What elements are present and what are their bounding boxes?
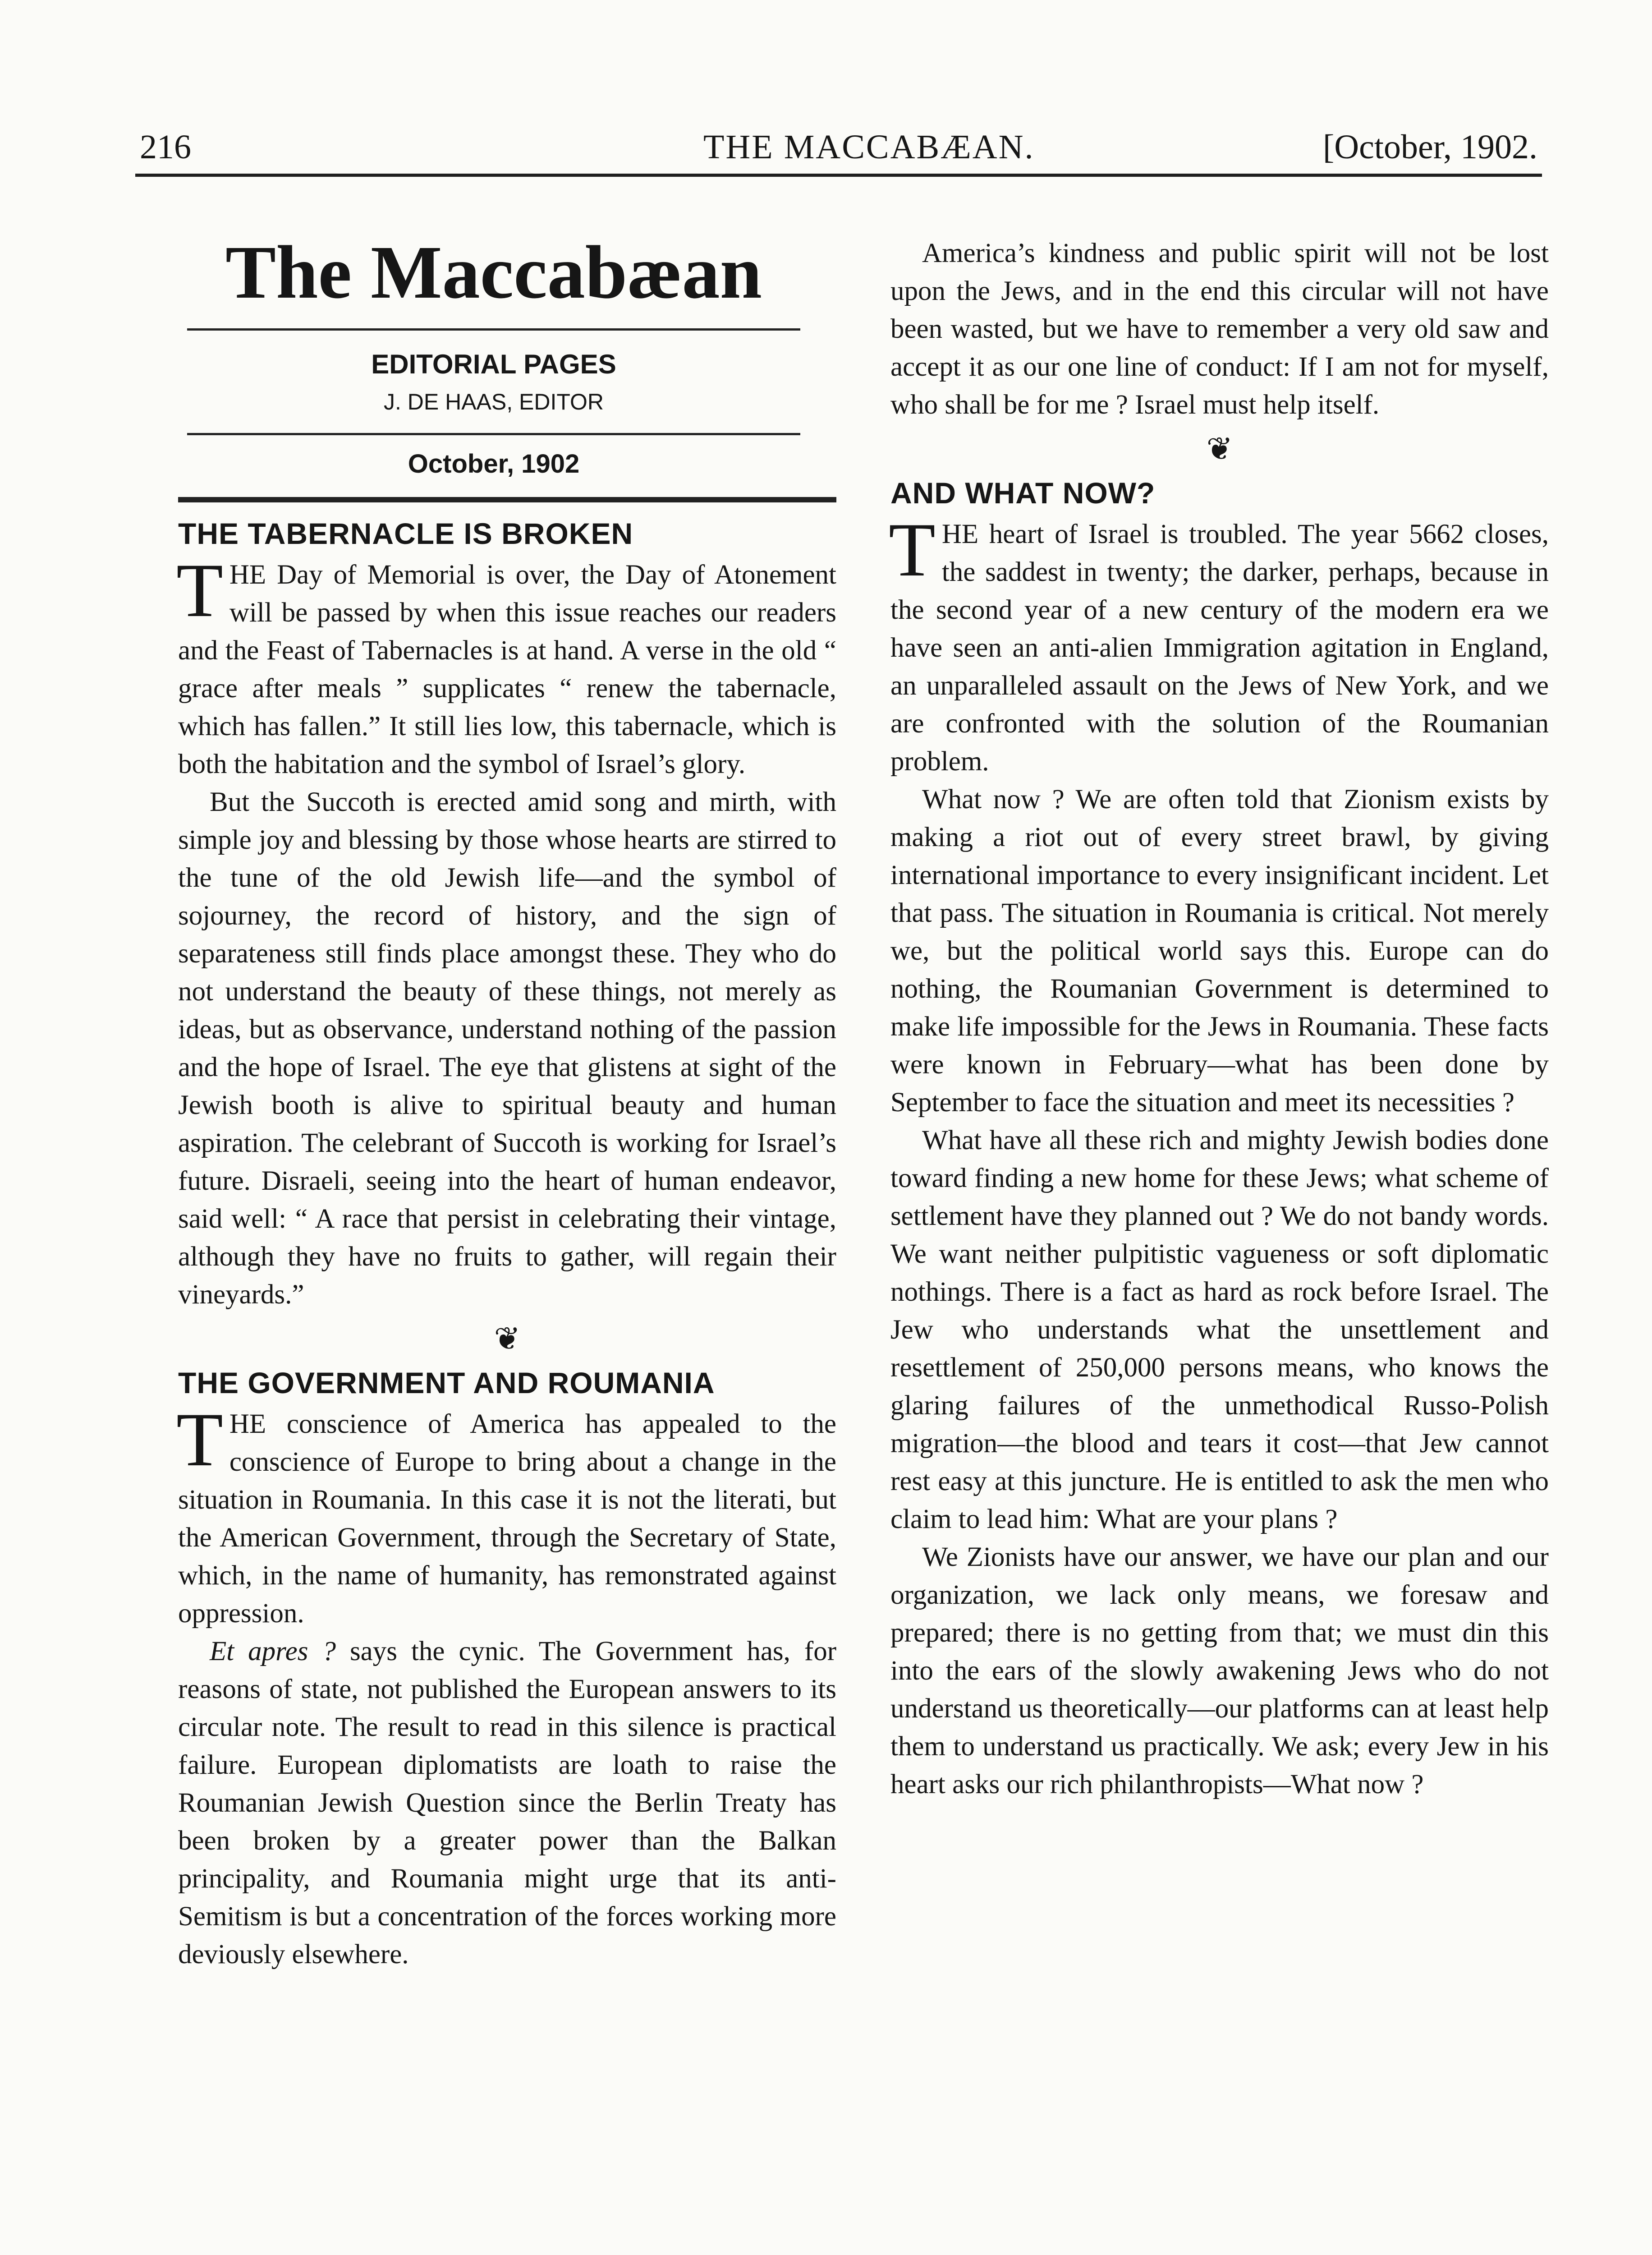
italic-lead: Et apres ? xyxy=(210,1636,336,1667)
article-paragraph: We Zionists have our answer, we have our plan and our organization, we lack only means, we foresaw and prepared; there is no getting from that; we must din this into the ears of the slowly awakening Jews who do not understand us theoretically—our platforms can at least help them to understand us practically. We ask; every Jew in his heart asks our rich philanthropists—What now ? xyxy=(890,1542,1549,1800)
fleuron-ornament: ❦ xyxy=(494,1322,521,1357)
article-paragraph: What now ? We are often told that Zionism exists by making a riot out of every street brawl, by giving international importance to every insignificant incident. Let that pass. The situation in Roumania is critical. Not merely we, but the political world says this. Europe can do nothing, the Roumanian Government is determined to make life impossible for the Jews in Roumania. These facts were known in February—what has been done by September to face the situation and meet its necessities ? xyxy=(890,784,1549,1118)
article-heading: THE GOVERNMENT AND ROUMANIA xyxy=(178,1366,715,1400)
fleuron-ornament: ❦ xyxy=(1206,432,1233,467)
drop-cap: T xyxy=(176,548,223,633)
article-paragraph: What have all these rich and mighty Jewish bodies done toward finding a new home for these Jews; what scheme of settlement have they planned out ? We do not bandy words. We want neither pulpitistic vagueness or soft diplomatic nothings. There is a fact as hard as rock before Israel. The Jew who understands what the unsettlement and resettlement of 250,000 persons means, who knows the glaring failures of the unmethodical Russo-Polish migration—the blood and tears it cost—that Jew cannot rest easy at this juncture. He is entitled to ask the men who claim to lead him: What are your plans ? xyxy=(890,1125,1549,1535)
article-roumania xyxy=(178,1365,836,1974)
right-column xyxy=(890,235,1549,1804)
masthead-subtitle: EDITORIAL PAGES xyxy=(371,349,616,379)
masthead-date: October, 1902 xyxy=(408,449,580,479)
article-heading: AND WHAT NOW? xyxy=(890,476,1156,510)
article-paragraph: THE heart of Israel is troubled. The year 5662 closes, the saddest in twenty; the darker, perhaps, because in the second year of a new century of the modern era we have seen an anti-alien Immigration agitation in England, an unparalleled assault on the Jews of New York, and we are confronted with the solution of the Roumanian problem. xyxy=(889,507,1549,777)
drop-cap: T xyxy=(889,507,936,593)
page-number: 216 xyxy=(140,128,191,166)
masthead-rule xyxy=(178,497,836,502)
left-column xyxy=(176,230,837,1974)
masthead xyxy=(187,230,800,497)
masthead-editor: J. DE HAAS, EDITOR xyxy=(187,389,800,435)
article-tabernacle xyxy=(178,516,836,1314)
article-heading: THE TABERNACLE IS BROKEN xyxy=(178,517,633,550)
article-paragraph: THE Day of Memorial is over, the Day of Atonement will be passed by when this issue reaches our readers and the Feast of Tabernacles is at hand. A verse in the old “ grace after meals ” supplicates “ renew the tabernacle, which has fallen.” It still lies low, this tabernacle, which is both the habitation and the symbol of Israel’s glory. xyxy=(176,548,836,780)
running-head xyxy=(135,120,1542,177)
article-paragraph: But the Succoth is erected amid song and mirth, with simple joy and blessing by those whose hearts are stirred to the tune of the old Jewish life—and the symbol of sojourney, the record of history, and the sign of separateness still finds place amongst these. They who do not understand the beauty of these things, not merely as ideas, but as observance, understand nothing of the passion and the hope of Israel. The eye that glistens at sight of the Jewish booth is alive to spiritual beauty and human aspiration. The celebrant of Succoth is working for Israel’s future. Disraeli, seeing into the heart of human endeavor, said well: “ A race that persist in celebrating their vintage, although they have no fruits to gather, will regain their vineyards.” xyxy=(178,787,836,1310)
masthead-title: The Maccabæan xyxy=(187,235,800,331)
continuation-paragraph: America’s kindness and public spirit will not be lost upon the Jews, and in the end this circular will not have been wasted, but we have to remember a very old saw and accept it as our one line of conduct: If I am not for myself, who shall be for me ? Israel must help itself. xyxy=(890,238,1549,420)
journal-name: THE MACCABÆAN. xyxy=(703,128,1035,166)
article-paragraph: Et apres ? says the cynic. The Government has, for reasons of state, not published the European answers to its circular note. The result to read in this silence is practical failure. European diplomatists are loath to raise the Roumanian Jewish Question since the Berlin Treaty has been broken by a greater power than the Balkan principality, and Roumania might urge that its anti-Semitism is but a concentration of the forces working more deviously elsewhere. xyxy=(178,1636,837,1970)
article-paragraph: THE conscience of America has appealed to the conscience of Europe to bring about a change in the situation in Roumania. In this case it is not the literati, but the American Government, through the Secretary of State, which, in the name of humanity, has remonstrated against oppression. xyxy=(176,1397,836,1629)
article-what-now xyxy=(890,475,1549,1804)
issue-date-header: [October, 1902. xyxy=(1322,128,1537,166)
drop-cap: T xyxy=(176,1397,223,1482)
